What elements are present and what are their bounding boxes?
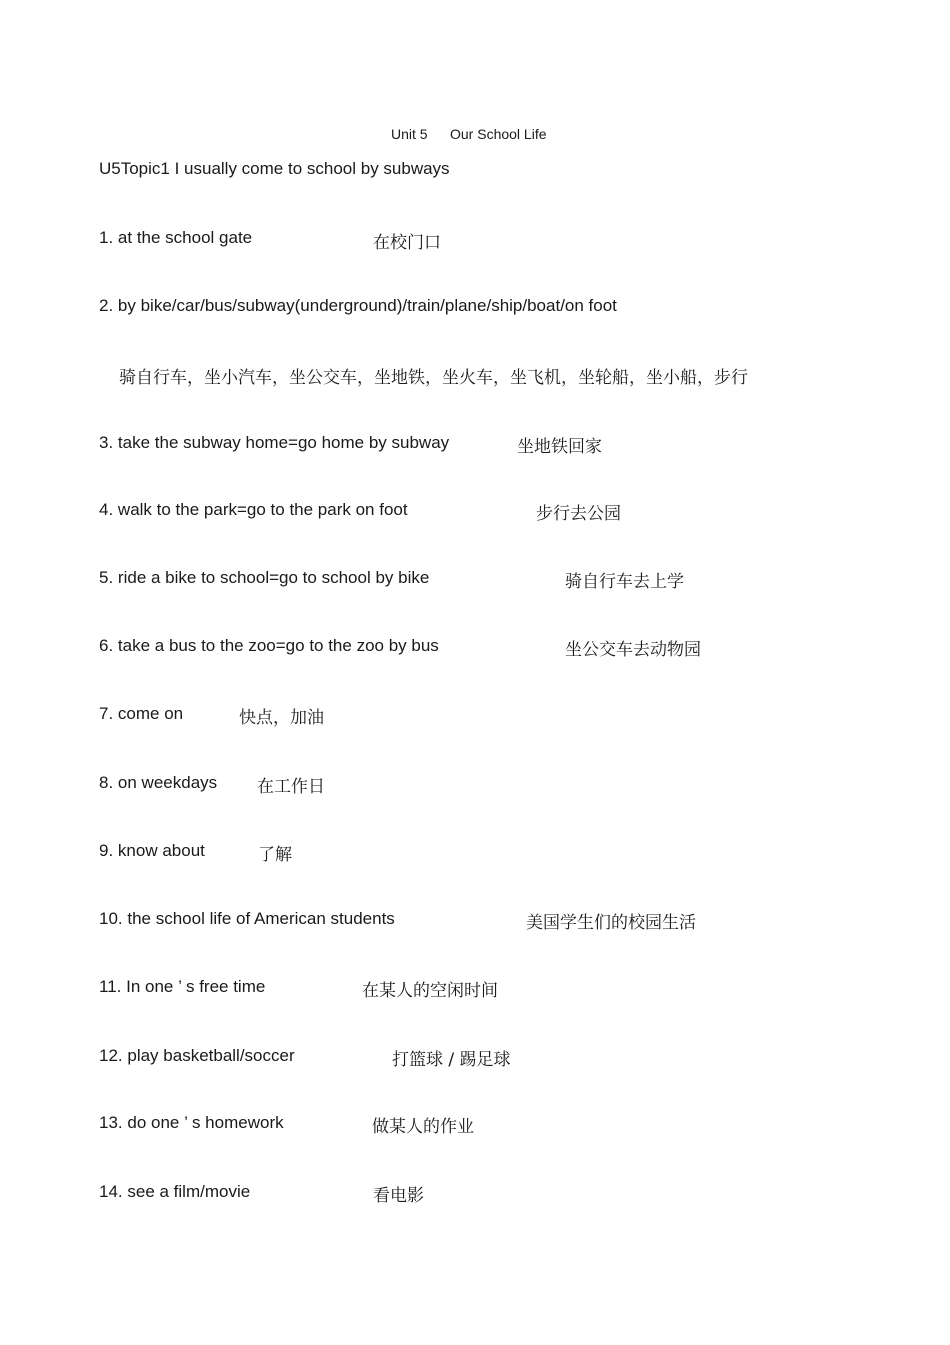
item-english: In one ’ s free time [126,977,266,996]
item-14 [99,1182,250,1202]
item-english: on weekdays [117,773,218,792]
item-english: at the school gate [117,228,253,247]
item-number: 13. [99,1113,123,1132]
item-number: 9. [99,841,114,860]
item-chinese: 打篮球 / 踢足球 [392,1050,511,1070]
item-chinese: 了解 [258,845,292,865]
item-english: the school life of American students [127,909,395,928]
item-number: 2. [99,296,114,315]
item-english: ride a bike to school=go to school by bike [117,568,430,587]
item-number: 4. [99,500,114,519]
item-13 [99,1113,284,1133]
item-english: by bike/car/bus/subway(underground)/train/plane/ship/boat/on foot [117,296,617,315]
item-number: 14. [99,1182,123,1201]
item-number: 11. [99,977,122,996]
item-chinese: 在校门口 [373,233,441,253]
item-english: walk to the park=go to the park on foot [117,500,408,519]
item-number: 1. [99,228,114,247]
topic-heading: U5Topic1 I usually come to school by subways [99,159,450,178]
item-chinese: 坐公交车去动物园 [565,640,701,660]
item-chinese: 美国学生们的校园生活 [526,913,696,933]
item-english: come on [117,704,184,723]
item-chinese: 快点，加油 [239,708,324,728]
item-chinese: 骑自行车去上学 [565,572,684,592]
item-1 [99,228,252,248]
item-chinese: 做某人的作业 [372,1117,474,1137]
item-chinese: 看电影 [373,1186,424,1206]
item-english: know about [117,841,205,860]
item-english: take a bus to the zoo=go to the zoo by bus [117,636,439,655]
item-4 [99,500,408,520]
unit-label: Unit 5 [391,126,428,142]
item-chinese: 坐地铁回家 [517,437,602,457]
item-number: 3. [99,433,114,452]
unit-title: Our School Life [450,126,547,142]
item-number: 8. [99,773,114,792]
item-5 [99,568,429,588]
item-2 [99,296,617,316]
item-number: 7. [99,704,114,723]
item-number: 10. [99,909,123,928]
item-english: see a film/movie [127,1182,251,1201]
item-chinese: 骑自行车，坐小汽车，坐公交车，坐地铁，坐火车，坐飞机，坐轮船，坐小船，步行 [119,368,748,388]
item-3 [99,433,449,453]
item-chinese: 在工作日 [257,777,325,797]
item-6 [99,636,439,656]
item-number: 6. [99,636,114,655]
item-11 [99,977,265,997]
item-chinese: 在某人的空闲时间 [362,981,498,1001]
item-8 [99,773,217,793]
item-english: play basketball/soccer [127,1046,295,1065]
item-english: do one ’ s homework [127,1113,284,1132]
item-english: take the subway home=go home by subway [117,433,450,452]
item-number: 5. [99,568,114,587]
item-7 [99,704,183,724]
item-12 [99,1046,295,1066]
item-10 [99,909,395,929]
item-number: 12. [99,1046,123,1065]
item-9 [99,841,205,861]
item-chinese: 步行去公园 [536,504,621,524]
